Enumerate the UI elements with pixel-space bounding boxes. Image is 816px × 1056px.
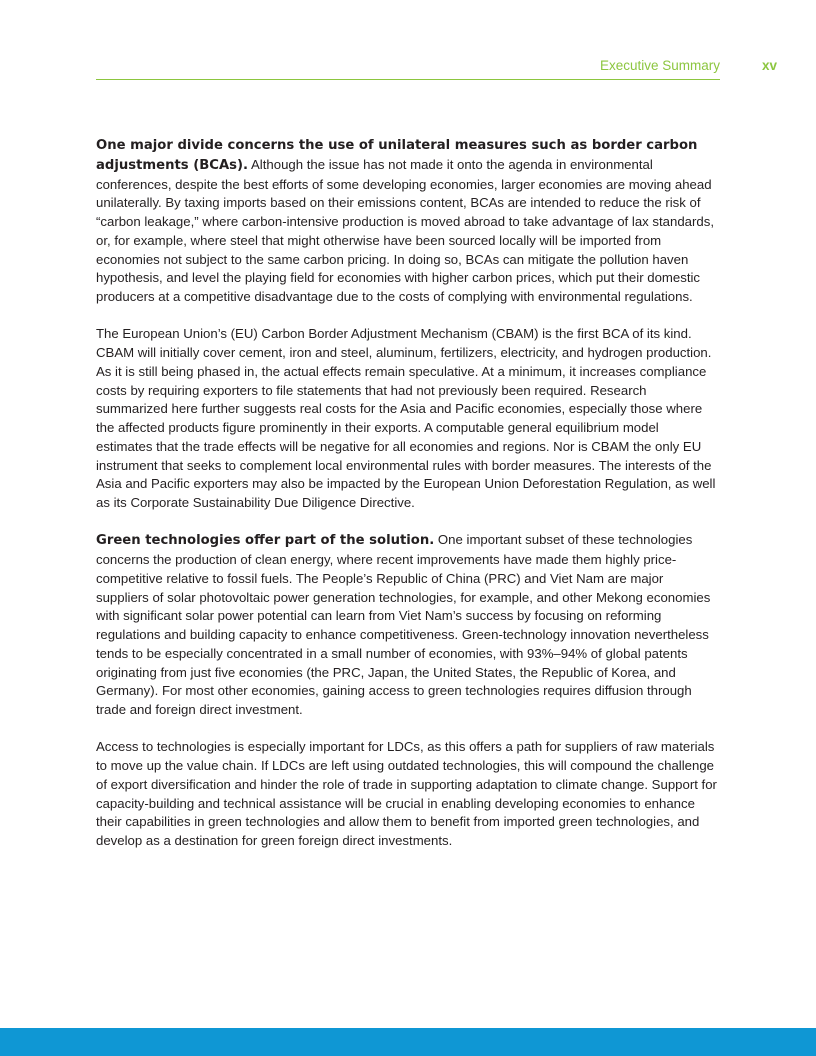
page-number: xv <box>762 58 778 73</box>
paragraph-body: The European Union’s (EU) Carbon Border Adjustment Mechanism (CBAM) is the first BCA of its kind. CBAM will initially cover cement, iron and steel, aluminum, fertilizers, electricity, and hydrogen production. As it is still being phased in, the actual effects remain speculative. At a minimum, it increases compliance costs by requiring exporters to file statements that had not previously been required. Research summarized here further suggests real costs for the Asia and Pacific economies, especially those where the affected products figure prominently in their exports. A computable general equilibrium model estimates that the trade effects will be negative for all economies and regions. Nor is CBAM the only EU instrument that seeks to complement local environmental rules with border measures. The interests of the Asia and Pacific exporters may also be impacted by the European Union Deforestation Regulation, as well as its Corporate Sustainability Due Diligence Directive. <box>96 326 716 510</box>
section-title: Executive Summary <box>599 58 720 73</box>
footer-bar <box>0 1028 816 1056</box>
body-text <box>96 136 718 869</box>
paragraph-body: Access to technologies is especially important for LDCs, as this offers a path for suppliers of raw materials to move up the value chain. If LDCs are left using outdated technologies, this will compound the challenge of export diversification and hinder the role of trade in supporting adaptation to climate change. Support for capacity-building and technical assistance will be crucial in enabling developing economies to enhance their capabilities in green technologies and allow them to benefit from imported green technologies, and develop as a destination for green foreign direct investments. <box>96 739 717 848</box>
paragraph-body: Although the issue has not made it onto the agenda in environmental conferences, despite the best efforts of some developing economies, larger economies are moving ahead unilaterally. By taxing imports based on their emissions content, BCAs are intended to reduce the risk of “carbon leakage,” where carbon-intensive production is moved abroad to take advantage of lax standards, or, for example, where steel that might otherwise have been sourced locally will be imported from economies not subject to the same carbon pricing. In doing so, BCAs can mitigate the pollution haven hypothesis, and level the playing field for economies with higher carbon prices, which put their domestic producers at a competitive disadvantage due to the costs of complying with environmental regulations. <box>96 156 714 304</box>
paragraph-bca <box>96 136 718 307</box>
running-header <box>96 54 720 80</box>
header-divider <box>96 79 720 80</box>
paragraph-body: One important subset of these technologies concerns the production of clean energy, where recent improvements have made them highly price-competitive relative to fossil fuels. The People’s Republic of China (PRC) and Viet Nam are major suppliers of solar photovoltaic power generation technologies, for example, and other Mekong economies with significant solar power potential can learn from Viet Nam’s success by focusing on reforming regulations and building capacity to enhance competitiveness. Green-technology innovation nevertheless tends to be especially concentrated in a small number of economies, with 93%–94% of global patents originating from just five economies (the PRC, Japan, the United States, the Republic of Korea, and Germany). For most other economies, gaining access to green technologies requires diffusion through trade and foreign direct investment. <box>96 532 711 717</box>
paragraph-lead: One major divide concerns the use of unilateral measures such as border carbon adjustments (BCAs). <box>96 138 698 173</box>
paragraph-cbam <box>96 325 718 513</box>
paragraph-ldcs <box>96 738 718 851</box>
paragraph-green-tech <box>96 531 718 720</box>
paragraph-lead: Green technologies offer part of the solution. <box>96 533 435 549</box>
